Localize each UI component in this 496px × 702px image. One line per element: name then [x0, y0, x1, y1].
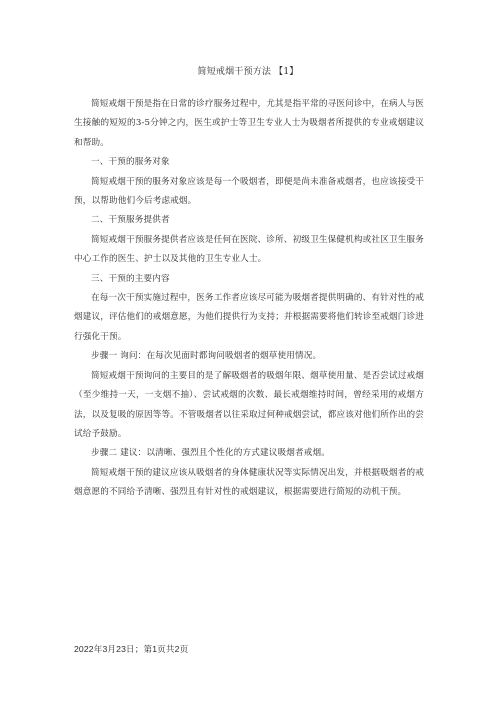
- section-heading-target: 一、干预的服务对象: [91, 157, 170, 168]
- step-two-heading: 步骤二 建议：以清晰、强烈且个性化的方式建议吸烟者戒烟。: [91, 448, 330, 459]
- paragraph-intro: 简短戒烟干预是指在日常的诊疗服务过程中，尤其是指平常的寻医问诊中，在病人与医生接触的短短的3-5分钟之内，医生或护士等卫生专业人士为吸烟者所提供的专业戒烟建议和帮助。: [74, 99, 424, 148]
- section-heading-provider: 二、干预服务提供者: [91, 215, 170, 226]
- paragraph-step-one: 简短戒烟干预询问的主要目的是了解吸烟者的吸烟年限、烟草使用量、是否尝试过戒烟（至少维持一天，一支烟不抽）、尝试戒烟的次数、最长戒烟维持时间，曾经采用的戒烟方法，以及复吸的原因等等。不管吸烟者以往采取过何种戒烟尝试，都应该对他们所作出的尝试给予鼓励。: [74, 370, 424, 439]
- page-footer: 2022年3月23日；第1页共2页: [74, 644, 189, 654]
- document-title: 简短戒烟干预方法 【1】: [197, 67, 299, 77]
- paragraph-target: 简短戒烟干预的服务对象应该是每一个吸烟者，即便是尚未准备戒烟者，也应该接受干预，以帮助他们今后考虑戒烟。: [74, 176, 424, 207]
- document-body: [74, 95, 424, 503]
- paragraph-provider: 简短戒烟干预服务提供者应该是任何在医院、诊所、初级卫生保健机构或社区卫生服务中心工作的医生、护士以及其他的卫生专业人士。: [74, 234, 424, 265]
- step-one-heading: 步骤一 询问：在每次见面时都询问吸烟者的烟草使用情况。: [91, 351, 322, 362]
- paragraph-content: 在每一次干预实施过程中，医务工作者应该尽可能为吸烟者提供明确的、有针对性的戒烟建议，评估他们的戒烟意愿，为他们提供行为支持；并根据需要将他们转诊至戒烟门诊进行强化干预。: [74, 293, 424, 342]
- paragraph-step-two: 简短戒烟干预的建议应该从吸烟者的身体健康状况等实际情况出发，并根据吸烟者的戒烟意愿的不同给予清晰、强烈且有针对性的戒烟建议，根据需要进行简短的动机干预。: [74, 467, 424, 498]
- section-heading-content: 三、干预的主要内容: [91, 273, 170, 284]
